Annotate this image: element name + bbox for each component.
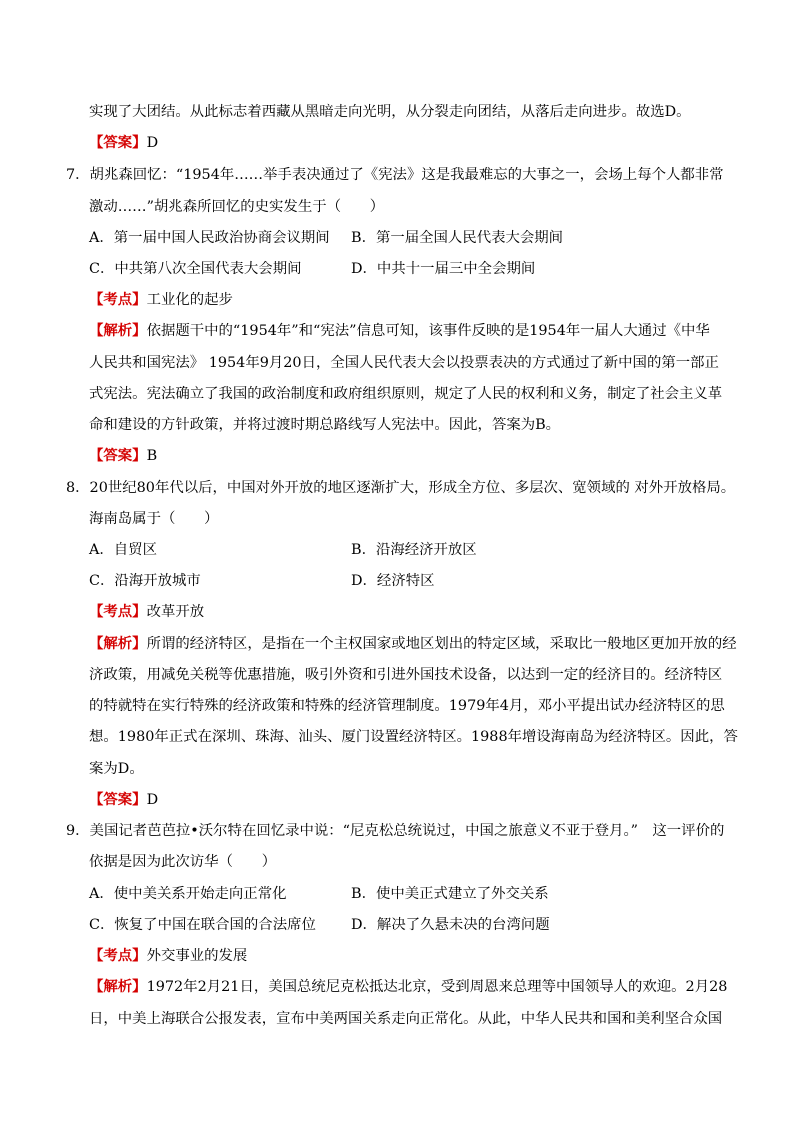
analysis-text: 依据题干中的“1954年”和“宪法”信息可知，该事件反映的是1954年一届人大通过《中华 <box>146 323 710 339</box>
point-value: 外交事业的发展 <box>146 948 248 964</box>
q8-analysis-5: 案为D。 <box>89 761 144 777</box>
analysis-text: 1972年2月21日，美国总统尼克松抵达北京，受到周恩来总理等中国领导人的欢迎。2月28 <box>146 979 728 995</box>
answer-value: B <box>146 448 158 464</box>
q9-option-a: A．使中美关系开始走向正常化 <box>89 886 287 902</box>
q7-analysis-4: 命和建设的方针政策，并将过渡时期总路线写人宪法中。因此，答案为B。 <box>89 417 561 433</box>
point-tag: 【考点】 <box>89 947 147 964</box>
q8-analysis-3: 的特就特在实行特殊的经济政策和特殊的经济管理制度。1979年4月，邓小平提出试办经济特区的思 <box>89 698 725 714</box>
answer-tag: 【答案】 <box>89 447 147 464</box>
q8-analysis-2: 济政策，用减免关税等优惠措施，吸引外资和引进外国技术设备，以达到一定的经济目的。经济特区 <box>89 667 723 683</box>
q7-analysis-3: 式宪法。宪法确立了我国的政治制度和政府组织原则，规定了人民的权利和义务，制定了社会主义革 <box>89 386 723 402</box>
answer-tag: 【答案】 <box>89 134 147 151</box>
analysis-tag: 【解析】 <box>89 635 147 652</box>
q7-stem-text-1: 胡兆森回忆：“1954年……举手表决通过了《宪法》这是我最难忘的大事之一，会场上每个人都非常 <box>89 167 724 183</box>
q8-analysis-4: 想。1980年正式在深圳、珠海、汕头、厦门设置经济特区。1988年增设海南岛为经济特区。因此，答 <box>89 729 738 745</box>
q9-analysis-2: 日，中美上海联合公报发表，宣布中美两国关系走向正常化。从此，中华人民共和国和美利坚合众国 <box>89 1011 723 1027</box>
q7-stem-2: 激动……”胡兆森所回忆的史实发生于（ ） <box>89 199 385 215</box>
q9-option-d: D．解决了久悬未决的台湾问题 <box>351 917 550 933</box>
q9-option-c: C．恢复了中国在联合国的合法席位 <box>89 917 316 933</box>
q7-option-d: D．中共十一届三中全会期间 <box>351 261 536 277</box>
q9-point <box>89 947 247 965</box>
q8-answer <box>89 791 158 809</box>
q9-stem-text-1: 美国记者芭芭拉•沃尔特在回忆录中说：“尼克松总统说过，中国之旅意义不亚于登月。” 这一评价的 <box>89 823 725 839</box>
q8-analysis-1 <box>89 635 737 653</box>
answer-tag: 【答案】 <box>89 791 147 808</box>
analysis-tag: 【解析】 <box>89 322 147 339</box>
q7-analysis-2: 人民共和国宪法》 1954年9月20日，全国人民代表大会以投票表决的方式通过了新中国的第一部正 <box>89 355 719 371</box>
q7-stem-1 <box>66 166 724 184</box>
q7-option-b: B．第一届全国人民代表大会期间 <box>351 230 564 246</box>
q8-option-a: A．自贸区 <box>89 542 157 558</box>
answer-value: D <box>146 135 159 151</box>
q8-stem-2: 海南岛属于（ ） <box>89 511 219 527</box>
q8-option-d: D．经济特区 <box>351 573 435 589</box>
q7-option-a: A．第一届中国人民政治协商会议期间 <box>89 230 330 246</box>
q9-analysis-1 <box>89 978 727 996</box>
q8-option-c: C．沿海开放城市 <box>89 573 201 589</box>
analysis-text: 所谓的经济特区，是指在一个主权国家或地区划出的特定区域，采取比一般地区更加开放的经 <box>146 636 737 652</box>
q8-stem-text-1: 20世纪80年代以后，中国对外开放的地区逐渐扩大，形成全方位、多层次、宽领域的 对外开放格局。 <box>89 480 736 496</box>
q6-explanation-tail: 实现了大团结。从此标志着西藏从黑暗走向光明，从分裂走向团结，从落后走向进步。故选D。 <box>89 104 691 120</box>
point-tag: 【考点】 <box>89 603 147 620</box>
q9-option-b: B．使中美正式建立了外交关系 <box>351 886 549 902</box>
q8-stem-1 <box>66 479 735 497</box>
q9-stem-1 <box>66 822 724 840</box>
q7-answer <box>89 447 157 465</box>
question-number: 9． <box>66 823 90 839</box>
analysis-tag: 【解析】 <box>89 978 147 995</box>
answer-value: D <box>146 792 159 808</box>
point-tag: 【考点】 <box>89 291 147 308</box>
q7-option-c: C．中共第八次全国代表大会期间 <box>89 261 302 277</box>
q6-answer <box>89 134 158 152</box>
question-number: 8． <box>66 480 90 496</box>
point-value: 改革开放 <box>146 604 205 620</box>
question-number: 7． <box>66 167 90 183</box>
q8-point <box>89 603 204 621</box>
q9-stem-2: 依据是因为此次访华（ ） <box>89 854 277 870</box>
q7-point <box>89 291 233 309</box>
point-value: 工业化的起步 <box>146 292 233 308</box>
q8-option-b: B．沿海经济开放区 <box>351 542 477 558</box>
q7-analysis-1 <box>89 322 710 340</box>
